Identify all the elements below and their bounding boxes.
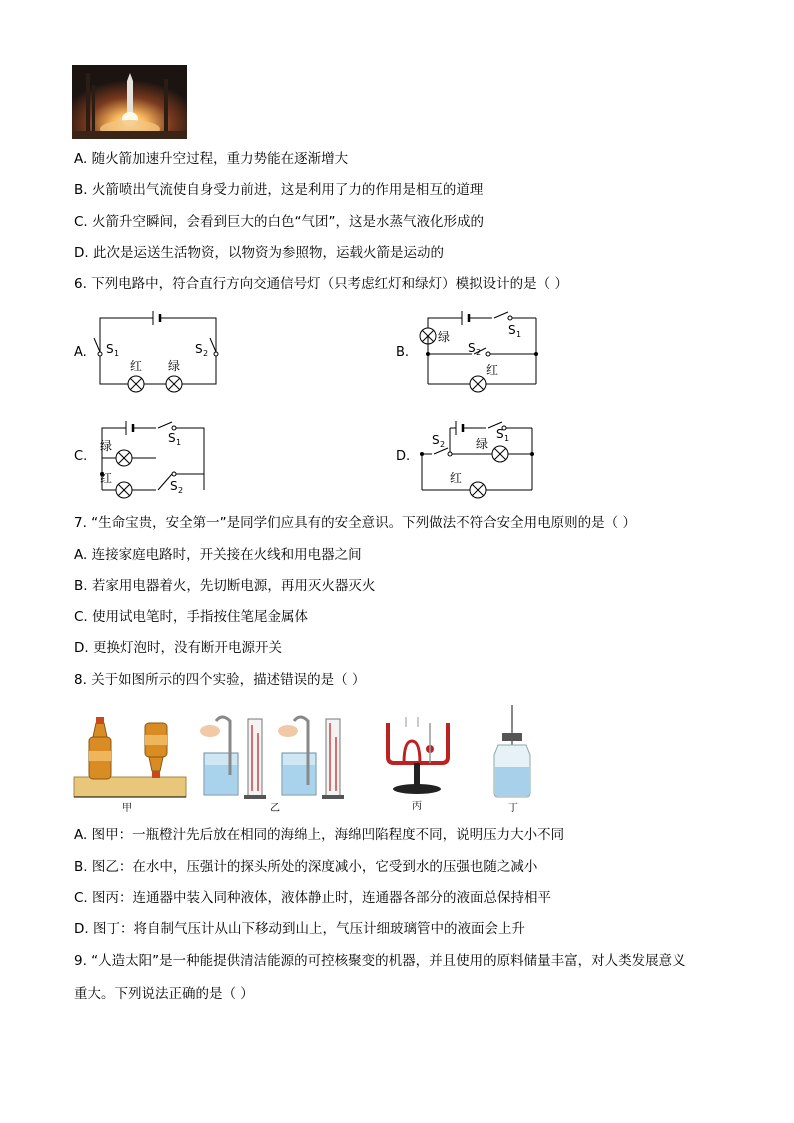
circuit-b-s: S [508, 323, 516, 337]
figure-ding-label: 丁 [508, 803, 518, 814]
q6-stem: 6. 下列电路中，符合直行方向交通信号灯（只考虑红灯和绿灯）模拟设计的是（ ） [74, 276, 568, 292]
q9-stem-line1: 9. “人造太阳”是一种能提供清洁能源的可控核聚变的机器，并且使用的原料储量丰富，对人类发展意义 [74, 953, 686, 969]
circuit-c-green-label: 绿 [100, 439, 113, 453]
circuit-d-s: S [496, 427, 504, 441]
q8-option-a: A. 图甲：一瓶橙汁先后放在相同的海绵上，海绵凹陷程度不同，说明压力大小不同 [74, 827, 565, 843]
figure-yi-label: 乙 [270, 803, 280, 814]
circuit-d-green-label: 绿 [476, 437, 489, 451]
circuit-a-s2-sub: 2 [203, 349, 209, 358]
circuit-b-s2-sub: 2 [476, 348, 482, 357]
figure-bing [378, 713, 468, 817]
circuit-c-red-label: 红 [100, 471, 113, 485]
figure-jia-label: 甲 [122, 803, 132, 814]
q8-option-c: C. 图丙：连通器中装入同种液体，液体静止时，连通器各部分的液面总保持相平 [74, 890, 552, 906]
q8-stem: 8. 关于如图所示的四个实验，描述错误的是（ ） [74, 672, 366, 688]
circuit-a-red-label: 红 [130, 359, 143, 373]
circuit-b-green-label: 绿 [438, 330, 451, 344]
q7-option-b: B. 若家用电器着火，先切断电源，再用灭火器灭火 [74, 578, 376, 594]
q6-label-d: D. [396, 449, 411, 464]
circuit-b-s: S [468, 341, 476, 355]
q7-option-c: C. 使用试电笔时，手指按住笔尾金属体 [74, 609, 309, 625]
circuit-d-diagram [416, 412, 536, 498]
circuit-d-s: S [432, 433, 440, 447]
circuit-c-s: S [170, 479, 178, 493]
circuit-d-red-label: 红 [450, 471, 463, 485]
q7-option-a: A. 连接家庭电路时，开关接在火线和用电器之间 [74, 547, 362, 563]
circuit-d-s1-sub: 1 [504, 434, 510, 443]
figure-jia [74, 715, 194, 815]
q5-option-d: D. 此次是运送生活物资，以物资为参照物，运载火箭是运动的 [74, 245, 444, 261]
circuit-b-diagram [416, 308, 546, 388]
circuit-a-green-label: 绿 [168, 359, 181, 373]
circuit-c-s2-sub: 2 [178, 486, 184, 495]
figure-yi [196, 713, 356, 817]
figure-ding [490, 705, 540, 817]
circuit-c-s: S [168, 431, 176, 445]
q6-label-a: A. [74, 345, 87, 360]
q9-stem-line2: 重大。下列说法正确的是（ ） [74, 986, 254, 1002]
circuit-b-s1-sub: 1 [516, 330, 522, 339]
circuit-a-s: S [195, 342, 203, 356]
q5-option-c: C. 火箭升空瞬间，会看到巨大的白色“气团”，这是水蒸气液化形成的 [74, 214, 484, 230]
circuit-d-s2-sub: 2 [440, 440, 446, 449]
rocket-launch-photo [72, 65, 187, 139]
circuit-a-s: S [106, 342, 114, 356]
q7-option-d: D. 更换灯泡时，没有断开电源开关 [74, 640, 282, 656]
q7-stem: 7. “生命宝贵，安全第一”是同学们应具有的安全意识。下列做法不符合安全用电原则的是（ ） [74, 515, 636, 531]
circuit-b-red-label: 红 [486, 363, 499, 377]
figure-bing-label: 丙 [412, 801, 422, 812]
q8-option-b: B. 图乙：在水中，压强计的探头所处的深度减小，它受到水的压强也随之减小 [74, 859, 538, 875]
circuit-c-s1-sub: 1 [176, 438, 182, 447]
q6-label-b: B. [396, 345, 410, 360]
q5-option-b: B. 火箭喷出气流使自身受力前进，这是利用了力的作用是相互的道理 [74, 182, 484, 198]
circuit-a-s1-sub: 1 [114, 349, 120, 358]
circuit-a-diagram [90, 308, 225, 398]
circuit-c-diagram [96, 412, 216, 498]
q5-option-a: A. 随火箭加速升空过程，重力势能在逐渐增大 [74, 151, 349, 167]
q8-option-d: D. 图丁：将自制气压计从山下移动到山上，气压计细玻璃管中的液面会上升 [74, 921, 525, 937]
q6-label-c: C. [74, 449, 88, 464]
